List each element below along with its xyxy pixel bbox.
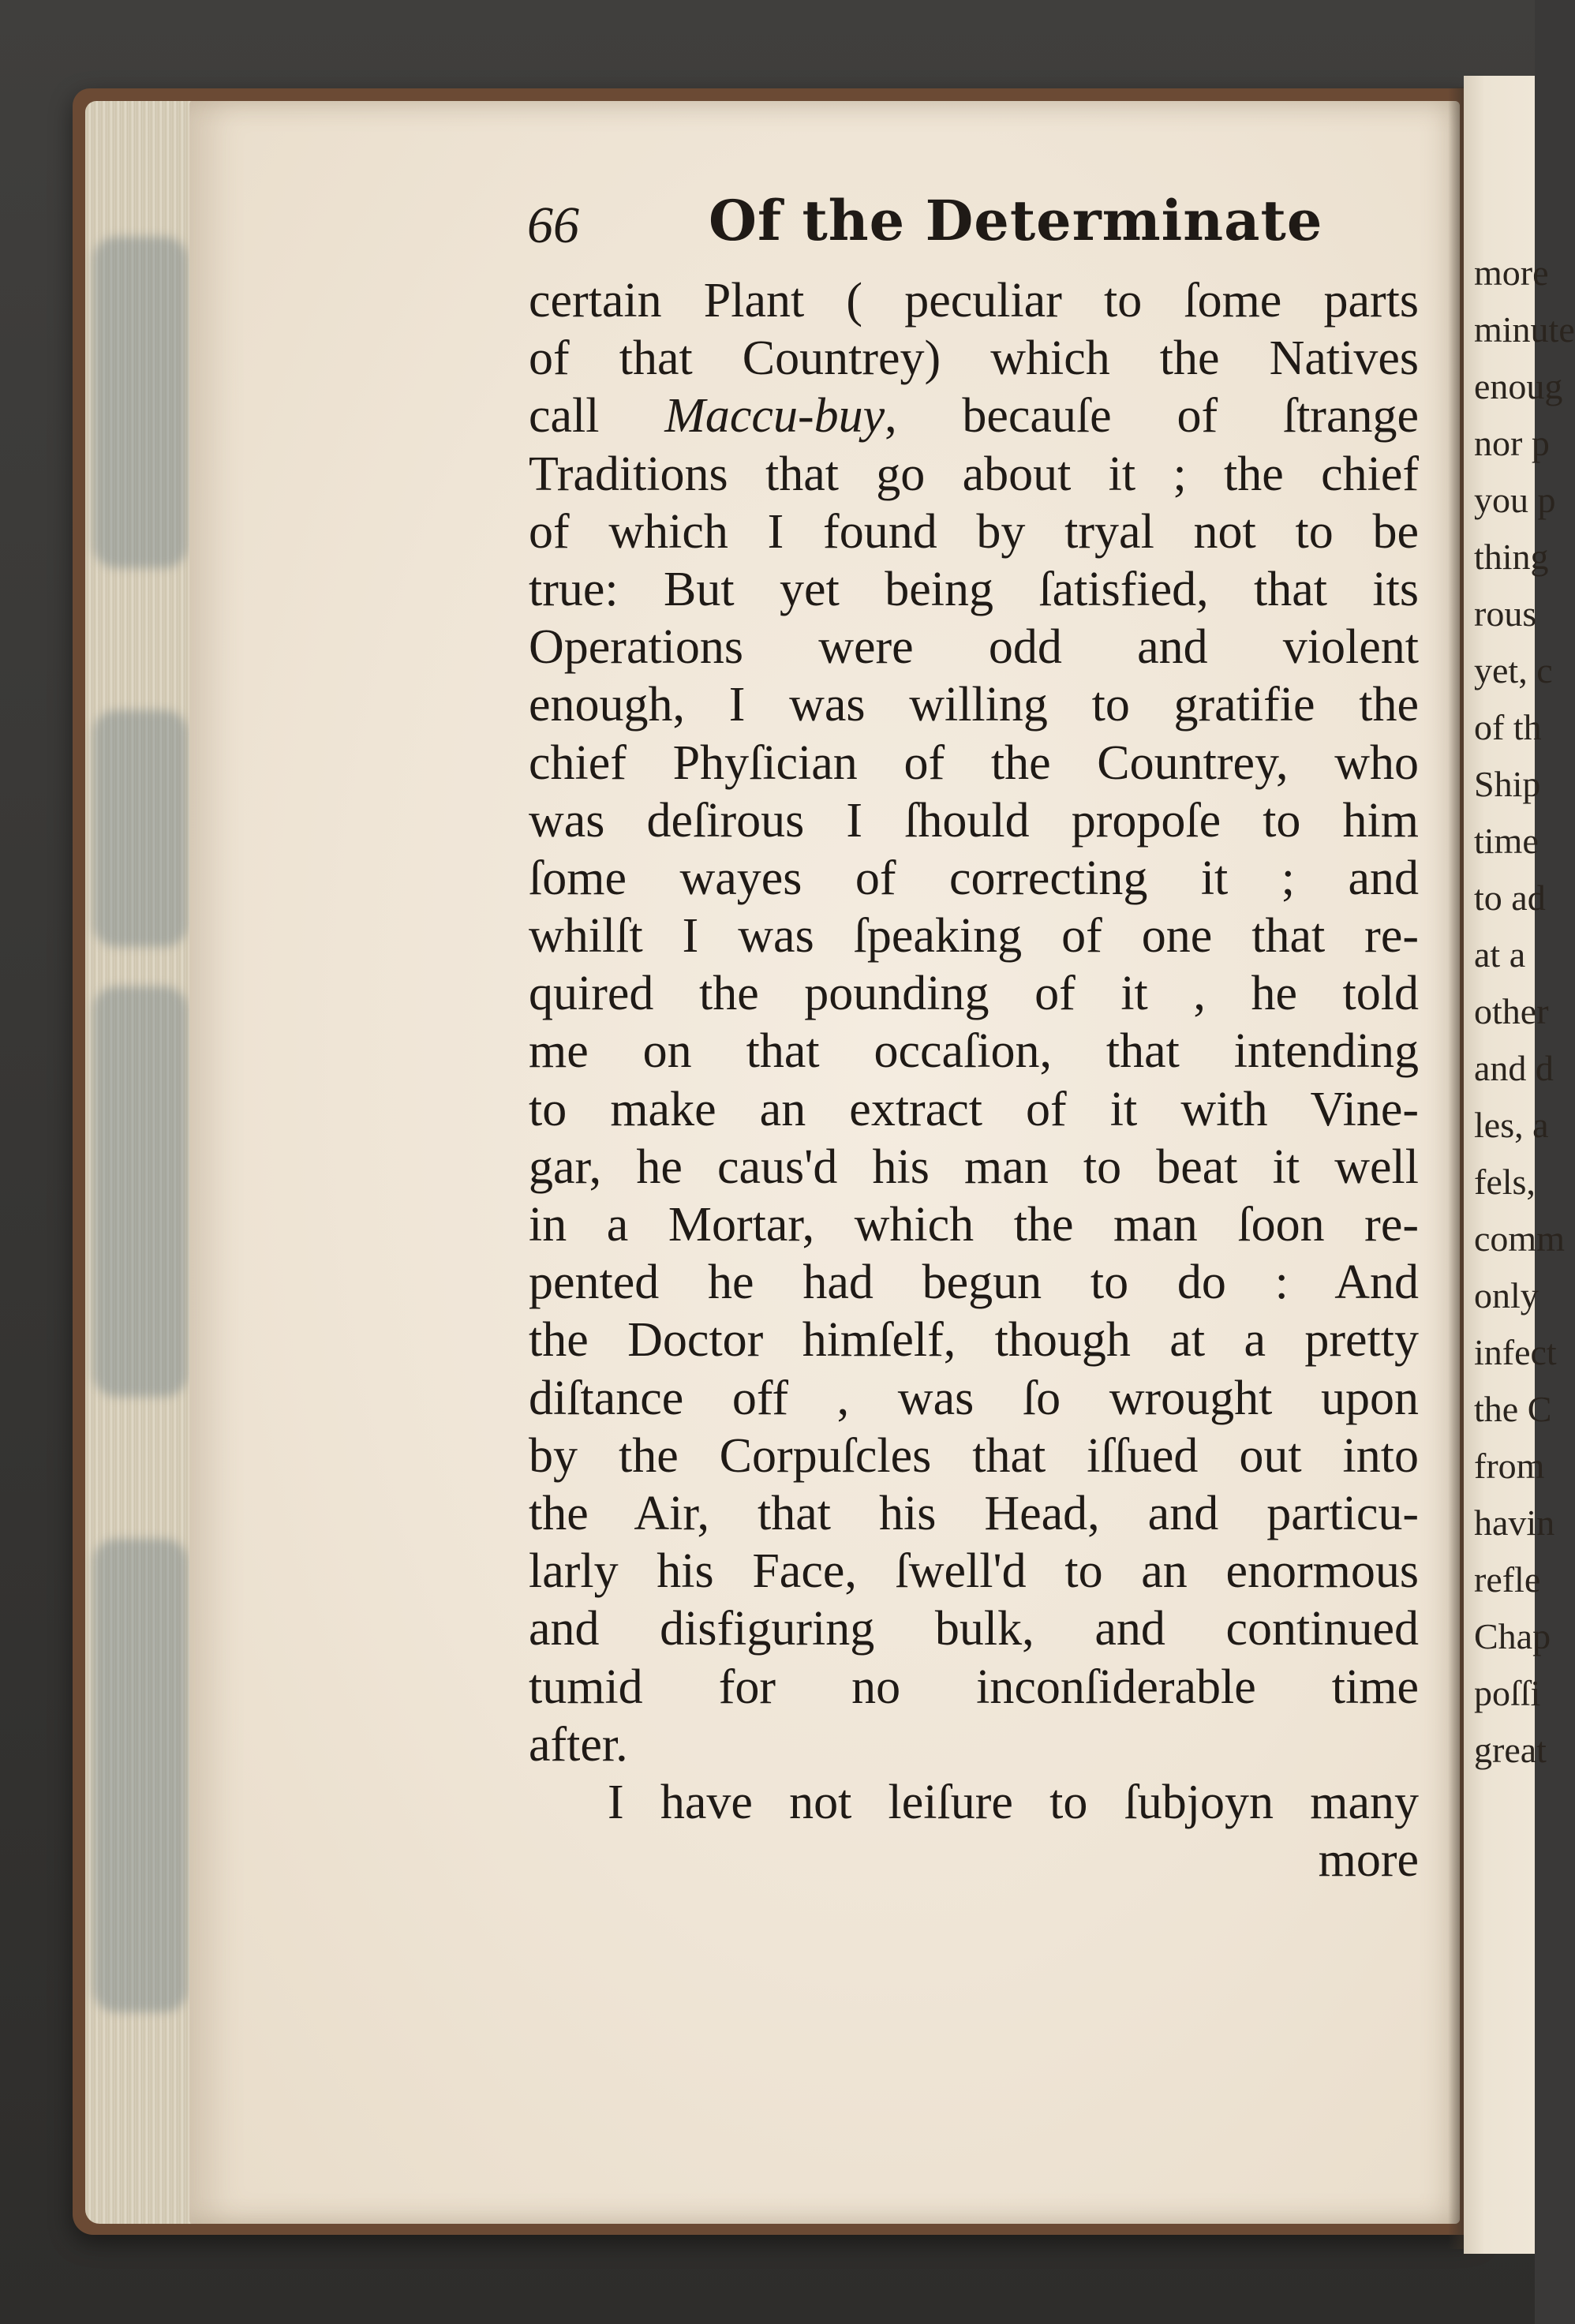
edge-stain (93, 710, 188, 947)
facing-line: other (1474, 991, 1549, 1031)
facing-line: only (1474, 1275, 1539, 1315)
text-line: diſtance off , was ſo wrought upon (529, 1371, 1419, 1425)
facing-line: of th (1474, 707, 1542, 747)
facing-line: refle (1474, 1559, 1541, 1600)
facing-line: and d (1474, 1048, 1554, 1088)
facing-line: you p (1474, 480, 1556, 520)
facing-line: nor p (1474, 423, 1550, 463)
facing-line: at a (1474, 934, 1526, 975)
facing-line: havin (1474, 1503, 1555, 1543)
facing-line: infect (1474, 1332, 1557, 1372)
text-fragment: call (529, 389, 600, 443)
text-line: I have not leiſure to ſubjoyn many (608, 1775, 1419, 1829)
facing-line: more (1474, 253, 1549, 293)
facing-page-text (1474, 245, 1575, 1779)
text-line: to make an extract of it with Vine- (529, 1082, 1419, 1136)
facing-line: the C (1474, 1389, 1552, 1429)
text-line: was deſirous I ſhould propoſe to him (529, 793, 1419, 848)
text-line: the Doctor himſelf, though at a pretty (529, 1313, 1419, 1368)
edge-stain (93, 237, 188, 568)
facing-line: time (1474, 821, 1539, 861)
text-line: the Air, that his Head, and particu- (529, 1486, 1419, 1540)
text-fragment: , becauſe of ſtrange (885, 389, 1419, 443)
text-line: in a Mortar, which the man ſoon re- (529, 1198, 1419, 1252)
facing-line: Chap (1474, 1616, 1551, 1656)
facing-line: comm (1474, 1218, 1565, 1259)
text-line: certain Plant ( peculiar to ſome parts (529, 274, 1419, 327)
text-line: ſome wayes of correcting it ; and (529, 851, 1419, 905)
text-line: whilſt I was ſpeaking of one that re- (529, 909, 1419, 964)
text-line: gar, he caus'd his man to beat it well (529, 1140, 1419, 1194)
text-line (529, 387, 1419, 445)
page-number: 66 (527, 196, 579, 254)
edge-stain (93, 986, 188, 1397)
text-line: Traditions that go about it ; the chief (529, 447, 1419, 501)
facing-line: enoug (1474, 366, 1563, 406)
text-line: larly his Face, ſwell'd to an enormous (529, 1544, 1419, 1599)
text-line: and disfiguring bulk, and continued (529, 1602, 1419, 1656)
facing-line: rous (1474, 593, 1537, 634)
running-head: Of the Determinate (709, 188, 1323, 253)
facing-line: fels, (1474, 1162, 1536, 1202)
text-line: pented he had begun to do : And (529, 1256, 1419, 1310)
text-line: true: But yet being ſatisfied, that its (529, 562, 1419, 616)
facing-line: from (1474, 1446, 1545, 1486)
text-line: of that Countrey) which the Natives (529, 331, 1419, 386)
text-line: by the Corpuſcles that iſſued out into (529, 1428, 1419, 1483)
text-line: after. (529, 1717, 628, 1772)
text-line: of which I found by tryal not to be (529, 504, 1419, 559)
facing-line: poſſi (1474, 1673, 1541, 1713)
facing-line: Ship (1474, 764, 1541, 804)
catchword: more (1318, 1833, 1419, 1888)
facing-line: to ad (1474, 878, 1546, 918)
facing-line: les, a (1474, 1105, 1549, 1145)
page-header (527, 188, 1427, 275)
italic-term: Maccu-buy (664, 389, 885, 443)
body-text (529, 272, 1419, 1889)
facing-line: minute (1474, 309, 1575, 350)
edge-stain (93, 1539, 188, 2012)
text-line: me on that occaſion, that intending (529, 1024, 1419, 1079)
facing-line: great (1474, 1730, 1547, 1770)
text-line: Operations were odd and violent (529, 620, 1419, 675)
facing-line: yet, c (1474, 650, 1553, 690)
text-line: tumid for no inconſiderable time (529, 1660, 1419, 1714)
text-line: chief Phyſician of the Countrey, who (529, 735, 1419, 790)
text-line: quired the pounding of it , he told (529, 967, 1419, 1021)
facing-line: thing (1474, 537, 1549, 577)
text-line: enough, I was willing to gratifie the (529, 678, 1419, 732)
